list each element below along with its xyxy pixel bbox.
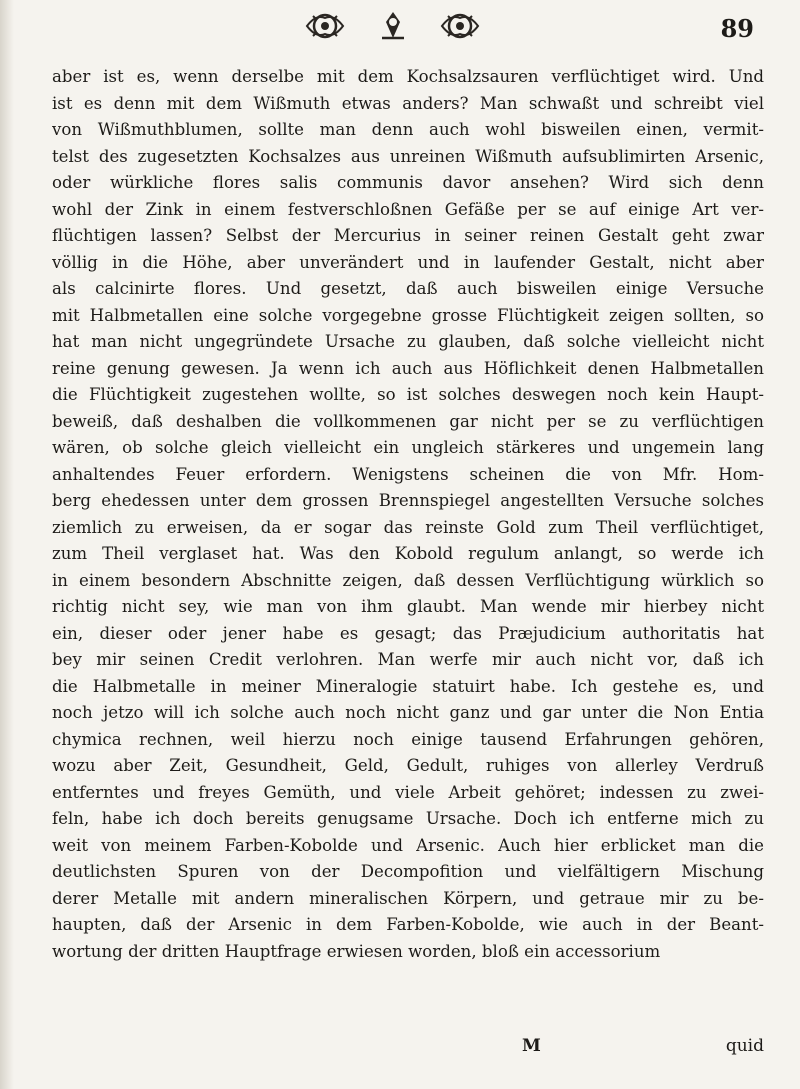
page-header (0, 8, 800, 48)
text-line: wortung der dritten Hauptfrage erwiesen worden, bloß ein accessorium (52, 941, 661, 961)
page-number: 89 (720, 14, 754, 43)
text-line: feln, habe ich doch bereits genugsame Ursache. Doch ich entferne mich zu (52, 809, 764, 828)
text-line: deutlichsten Spuren von der Decompofition und vielfältigern Mischung (52, 862, 764, 881)
text-line: telst des zugesetzten Kochsalzes aus unreinen Wißmuth aufsublimirten Arsenic, (52, 146, 764, 166)
ornament-center-icon (378, 8, 408, 44)
text-line: anhaltendes Feuer erfordern. Wenigstens scheinen die von Mfr. Hom- (52, 464, 764, 484)
text-line: in einem besondern Abschnitte zeigen, daß dessen Verflüchtigung würklich so (52, 570, 764, 590)
text-line: wären, ob solche gleich vielleicht ein ungleich stärkeres und ungemein lang (52, 438, 764, 457)
text-line: reine genung gewesen. Ja wenn ich auch aus Höflichkeit denen Halbmetallen (52, 358, 764, 378)
text-line: bey mir seinen Credit verlohren. Man werfe mir auch nicht vor, daß ich (52, 650, 764, 669)
text-line: von Wißmuthblumen, sollte man denn auch wohl bisweilen einen, vermit- (52, 120, 764, 139)
text-line: flüchtigen lassen? Selbst der Mercurius in seiner reinen Gestalt geht zwar (52, 226, 764, 245)
text-line: haupten, daß der Arsenic in dem Farben-Kobolde, wie auch in der Beant- (52, 915, 764, 934)
text-line: berg ehedessen unter dem grossen Brennspiegel angestellten Versuche solches (52, 491, 764, 510)
text-line: derer Metalle mit andern mineralischen Körpern, und getraue mir zu be- (52, 888, 764, 908)
text-line: ziemlich zu erweisen, da er sogar das reinste Gold zum Theil verflüchtiget, (52, 517, 764, 537)
text-line: die Flüchtigkeit zugestehen wollte, so ist solches deswegen noch kein Haupt- (52, 385, 764, 404)
text-line: mit Halbmetallen eine solche vorgegebne grosse Flüchtigkeit zeigen sollten, so (52, 305, 764, 325)
page-footer (52, 1036, 764, 1062)
text-line: ist es denn mit dem Wißmuth etwas anders? Man schwaßt und schreibt viel (52, 93, 764, 113)
text-line: zum Theil verglaset hat. Was den Kobold regulum anlangt, so werde ich (52, 544, 764, 563)
text-line: aber ist es, wenn derselbe mit dem Kochsalzsauren verflüchtiget wird. Und (52, 67, 764, 86)
catchword: quid (725, 1036, 764, 1056)
binding-shadow (0, 0, 14, 1089)
text-line: richtig nicht sey, wie man von ihm glaubt. Man wende mir hierbey nicht (52, 597, 764, 616)
text-line: noch jetzo will ich solche auch noch nicht ganz und gar unter die Non Entia (52, 703, 764, 722)
text-line: die Halbmetalle in meiner Mineralogie statuirt habe. Ich gestehe es, und (52, 676, 764, 696)
text-line: wohl der Zink in einem festverschloßnen Gefäße per se auf einige Art ver- (52, 199, 764, 219)
text-line: ein, dieser oder jener habe es gesagt; das Præjudicium authoritatis hat (52, 623, 764, 643)
text-line: als calcinirte flores. Und gesetzt, daß auch bisweilen einige Versuche (52, 279, 764, 298)
text-line: entferntes und freyes Gemüth, und viele Arbeit gehöret; indessen zu zwei- (52, 782, 764, 802)
text-line: weit von meinem Farben-Kobolde und Arsenic. Auch hier erblicket man die (52, 835, 764, 855)
text-line: beweiß, daß deshalben die vollkommenen gar nicht per se zu verflüchtigen (52, 411, 764, 431)
ornament-left-icon (303, 8, 347, 44)
signature-mark: M (522, 1036, 541, 1056)
text-line: hat man nicht ungegründete Ursache zu glauben, daß solche vielleicht nicht (52, 332, 764, 351)
body-text (52, 64, 764, 965)
text-line: völlig in die Höhe, aber unverändert und in laufender Gestalt, nicht aber (52, 252, 764, 272)
text-line: wozu aber Zeit, Gesundheit, Geld, Gedult, ruhiges von allerley Verdruß (52, 756, 764, 775)
ornament-right-icon (438, 8, 482, 44)
text-line: oder würkliche flores salis communis davor ansehen? Wird sich denn (52, 173, 764, 192)
text-line: chymica rechnen, weil hierzu noch einige tausend Erfahrungen gehören, (52, 729, 764, 749)
